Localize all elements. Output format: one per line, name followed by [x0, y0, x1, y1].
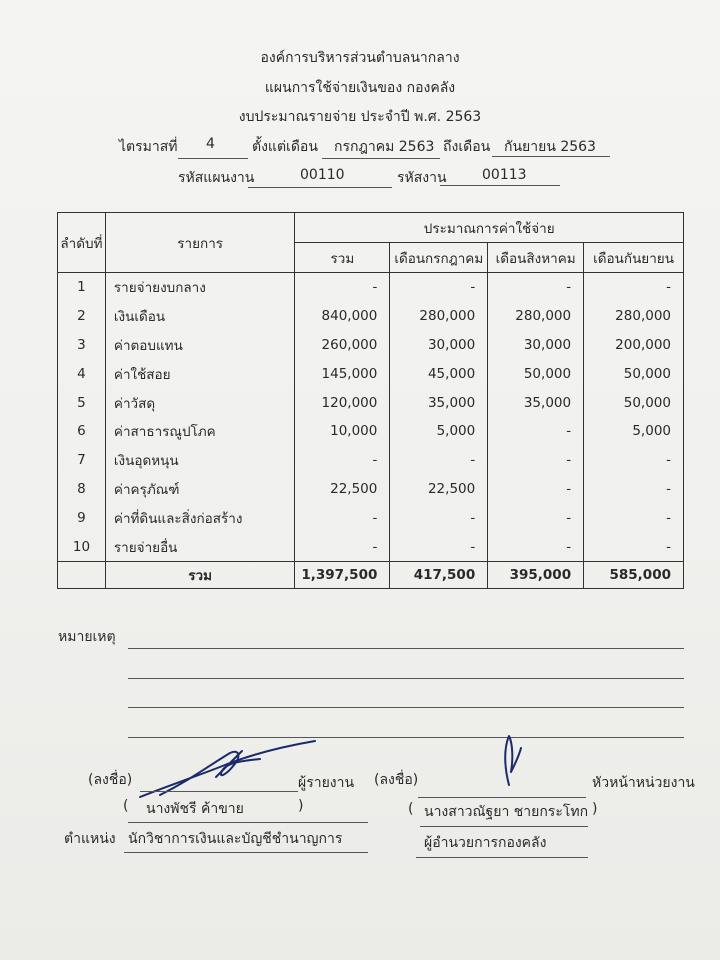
- head-name: นางสาวณัฐยา ชายกระโทก: [424, 804, 589, 820]
- row-item: รายจ่ายงบกลาง: [105, 273, 294, 302]
- table-row: [58, 503, 684, 532]
- quarter-label: ไตรมาสที่: [119, 139, 178, 155]
- row-sep: 5,000: [584, 417, 684, 446]
- row-total: -: [295, 532, 390, 561]
- row-aug: 280,000: [488, 302, 584, 331]
- reporter-sign-label: (ลงชื่อ): [88, 772, 133, 788]
- budget-title: งบประมาณรายจ่าย ประจำปี พ.ศ. 2563: [238, 109, 482, 125]
- row-no: 8: [58, 475, 106, 504]
- row-jul: -: [390, 503, 488, 532]
- reporter-role: ผู้รายงาน: [298, 775, 355, 791]
- row-jul: -: [390, 532, 488, 561]
- reporter-position-line: [124, 852, 368, 853]
- row-no: 4: [58, 359, 106, 388]
- head-role: หัวหน้าหน่วยงาน: [592, 775, 695, 791]
- remarks-label: หมายเหตุ: [58, 629, 116, 645]
- row-sep: -: [584, 273, 684, 302]
- row-sep: 50,000: [584, 388, 684, 417]
- reporter-paren-close: ): [298, 798, 304, 814]
- col-header-jul: เดือนกรกฎาคม: [390, 243, 488, 273]
- remarks-line-3: [128, 707, 684, 708]
- row-aug: 50,000: [488, 359, 584, 388]
- from-month-value: กรกฎาคม 2563: [334, 139, 435, 155]
- row-total: -: [295, 446, 390, 475]
- row-no: 3: [58, 331, 106, 360]
- row-jul: -: [390, 446, 488, 475]
- row-no: 9: [58, 503, 106, 532]
- row-sep: -: [584, 532, 684, 561]
- reporter-name: นางพัชรี ค้าขาย: [146, 801, 244, 817]
- col-header-group: ประมาณการค่าใช้จ่าย: [295, 213, 684, 243]
- reporter-position: นักวิชาการเงินและบัญชีชำนาญการ: [128, 831, 343, 847]
- total-aug: 395,000: [488, 561, 584, 588]
- work-code-value: 00113: [482, 167, 527, 183]
- row-item: รายจ่ายอื่น: [105, 532, 294, 561]
- work-code-underline: [440, 185, 560, 186]
- table-row: [58, 273, 684, 302]
- reporter-sign-line: [140, 791, 298, 792]
- quarter-value: 4: [206, 136, 215, 152]
- row-jul: 45,000: [390, 359, 488, 388]
- table-row: [58, 302, 684, 331]
- row-no: 2: [58, 302, 106, 331]
- row-sep: -: [584, 475, 684, 504]
- reporter-name-line: [128, 822, 368, 823]
- table-row: [58, 331, 684, 360]
- head-signature: [495, 730, 525, 790]
- total-sum: 1,397,500: [295, 561, 390, 588]
- remarks-line-1: [128, 648, 684, 649]
- row-aug: -: [488, 446, 584, 475]
- table-row: [58, 532, 684, 561]
- col-header-item: รายการ: [105, 213, 294, 273]
- row-total: 10,000: [295, 417, 390, 446]
- row-aug: -: [488, 417, 584, 446]
- row-jul: 280,000: [390, 302, 488, 331]
- work-code-label: รหัสงาน: [397, 170, 447, 186]
- plan-code-underline: [248, 187, 392, 188]
- row-item: ค่าตอบแทน: [105, 331, 294, 360]
- row-no: 10: [58, 532, 106, 561]
- plan-code-label: รหัสแผนงาน: [178, 170, 255, 186]
- row-item: ค่าที่ดินและสิ่งก่อสร้าง: [105, 503, 294, 532]
- row-aug: 30,000: [488, 331, 584, 360]
- row-no: 5: [58, 388, 106, 417]
- row-no: 7: [58, 446, 106, 475]
- table-body: [58, 273, 684, 562]
- row-sep: 280,000: [584, 302, 684, 331]
- row-total: 120,000: [295, 388, 390, 417]
- head-paren-open: (: [408, 801, 414, 817]
- col-header-aug: เดือนสิงหาคม: [488, 243, 584, 273]
- col-header-total: รวม: [295, 243, 390, 273]
- head-position-line: [416, 857, 588, 858]
- head-sign-label: (ลงชื่อ): [374, 772, 419, 788]
- row-total: 260,000: [295, 331, 390, 360]
- total-label: รวม: [105, 561, 294, 588]
- head-name-line: [420, 826, 588, 827]
- row-total: -: [295, 273, 390, 302]
- row-item: ค่าใช้สอย: [105, 359, 294, 388]
- to-month-value: กันยายน 2563: [504, 139, 596, 155]
- from-month-label: ตั้งแต่เดือน: [252, 139, 318, 155]
- row-aug: -: [488, 532, 584, 561]
- row-item: ค่าวัสดุ: [105, 388, 294, 417]
- row-jul: 30,000: [390, 331, 488, 360]
- table-row: [58, 417, 684, 446]
- reporter-paren-open: (: [123, 798, 129, 814]
- total-row: [58, 561, 684, 588]
- table-row: [58, 359, 684, 388]
- row-item: เงินอุดหนุน: [105, 446, 294, 475]
- row-total: 145,000: [295, 359, 390, 388]
- row-sep: -: [584, 503, 684, 532]
- row-item: เงินเดือน: [105, 302, 294, 331]
- plan-title: แผนการใช้จ่ายเงินของ กองคลัง: [264, 80, 456, 96]
- row-aug: 35,000: [488, 388, 584, 417]
- row-jul: -: [390, 273, 488, 302]
- table-row: [58, 446, 684, 475]
- row-jul: 5,000: [390, 417, 488, 446]
- row-aug: -: [488, 475, 584, 504]
- row-jul: 22,500: [390, 475, 488, 504]
- table-row: [58, 388, 684, 417]
- budget-table: [57, 212, 684, 589]
- head-paren-close: ): [592, 801, 598, 817]
- to-month-underline: [492, 156, 610, 157]
- total-sep: 585,000: [584, 561, 684, 588]
- row-no: 6: [58, 417, 106, 446]
- row-total: -: [295, 503, 390, 532]
- row-jul: 35,000: [390, 388, 488, 417]
- head-sign-line: [418, 797, 586, 798]
- row-total: 840,000: [295, 302, 390, 331]
- quarter-underline: [178, 158, 248, 159]
- row-total: 22,500: [295, 475, 390, 504]
- row-aug: -: [488, 503, 584, 532]
- row-sep: 50,000: [584, 359, 684, 388]
- plan-code-value: 00110: [300, 167, 345, 183]
- row-item: ค่าครุภัณฑ์: [105, 475, 294, 504]
- col-header-sep: เดือนกันยายน: [584, 243, 684, 273]
- row-aug: -: [488, 273, 584, 302]
- head-position: ผู้อำนวยการกองคลัง: [424, 835, 547, 851]
- col-header-no: ลำดับที่: [58, 213, 106, 273]
- position-label: ตำแหน่ง: [64, 831, 116, 847]
- total-row-no-cell: [58, 561, 106, 588]
- row-item: ค่าสาธารณูปโภค: [105, 417, 294, 446]
- remarks-line-2: [128, 678, 684, 679]
- reporter-signature: [130, 735, 330, 805]
- to-month-label: ถึงเดือน: [443, 139, 491, 155]
- table-row: [58, 475, 684, 504]
- total-jul: 417,500: [390, 561, 488, 588]
- row-sep: -: [584, 446, 684, 475]
- row-sep: 200,000: [584, 331, 684, 360]
- from-month-underline: [322, 158, 440, 159]
- row-no: 1: [58, 273, 106, 302]
- org-title: องค์การบริหารส่วนตำบลนากลาง: [260, 50, 460, 66]
